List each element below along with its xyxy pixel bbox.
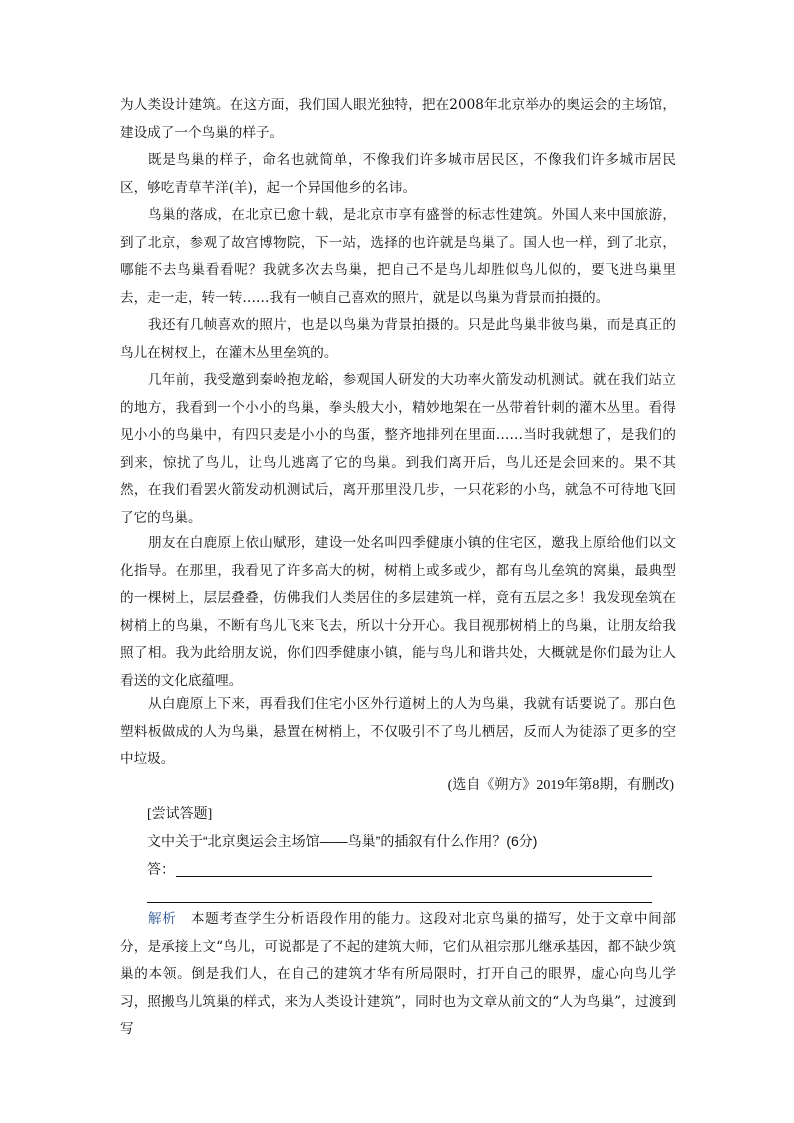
- answer-line-2[interactable]: [147, 902, 652, 903]
- section-tag: [尝试答题]: [147, 807, 213, 822]
- paragraph-3: 鸟巢的落成，在北京已愈十载，是北京市享有盛誉的标志性建筑。外国人来中国旅游，到了北京，参观了故宫博物院，下一站，选择的也许就是鸟巢了。国人也一样，到了北京，哪能不去鸟巢看看呢？我就多次去鸟巢，把自己不是鸟儿却胜似鸟儿似的，要飞进鸟巢里去，走一走，转一转……我有一帧自己喜欢的照片，就是以鸟巢为背景而拍摄的。: [120, 207, 676, 306]
- analysis-text: 本题考查学生分析语段作用的能力。这段对北京鸟巢的描写，处于文章中间部分，是承接上文“鸟儿，可说都是了不起的建筑大师，它们从祖宗那儿继承基因，都不缺少筑巢的本领。倒是我们人，在自己的建筑才华有所局限时，打开自己的眼界，虚心向鸟儿学习，照搬鸟儿筑巢的样式，来为人类设计建筑”，同时也为文章从前文的“人为鸟巢”，过渡到写: [120, 911, 677, 1038]
- paragraph-1: 为人类设计建筑。在这方面，我们国人眼光独特，把在2008年北京举办的奥运会的主场馆，建设成了一个鸟巢的样子。: [120, 97, 676, 141]
- paragraph-4: 我还有几帧喜欢的照片，也是以鸟巢为背景拍摄的。只是此鸟巢非彼鸟巢，而是真正的鸟儿在树杈上，在灌木丛里垒筑的。: [120, 317, 676, 361]
- paragraph-2: 既是鸟巢的样子，命名也就简单，不像我们许多城市居民区，不像我们许多城市居民区，够吃青草芊洋(羊)，起一个异国他乡的名讳。: [120, 152, 676, 196]
- paragraph-7: 从白鹿原上下来，再看我们住宅小区外行道树上的人为鸟巢，我就有话要说了。那白色塑料板做成的人为鸟巢，悬置在树梢上，不仅吸引不了鸟儿栖居，反而人为徒添了更多的空中垃圾。: [120, 696, 676, 768]
- analysis-label: 解析: [148, 911, 177, 927]
- answer-label: 答：: [147, 861, 175, 877]
- analysis-paragraph: [120, 906, 676, 1044]
- question-text: 文中关于“北京奥运会主场馆——鸟巢”的插叙有什么作用？(6分): [147, 833, 538, 849]
- paragraph-5: 几年前，我受邀到秦岭抱龙峪，参观国人研发的大功率火箭发动机测试。就在我们站立的地方，我看到一个小小的鸟巢，拳头般大小，精妙地架在一丛带着针刺的灌木丛里。看得见小小的鸟巢中，有四只麦是小小的鸟蛋，整齐地排列在里面……当时我就想了，是我们的到来，惊扰了鸟儿，让鸟儿逃离了它的鸟巢。到我们离开后，鸟儿还是会回来的。果不其然，在我们看罢火箭发动机测试后，离开那里没几步，一只花彩的小鸟，就急不可待地飞回了它的鸟巢。: [120, 372, 676, 526]
- paragraph-6: 朋友在白鹿原上依山赋形，建设一处名叫四季健康小镇的住宅区，邀我上原给他们以文化指导。在那里，我看见了许多高大的树，树梢上或多或少，都有鸟儿垒筑的窝巢，最典型的一棵树上，层层叠叠，仿佛我们人类居住的多层建筑一样，竟有五层之多！我发现垒筑在树梢上的鸟巢，不断有鸟儿飞来飞去，所以十分开心。我目视那树梢上的鸟巢，让朋友给我照了相。我为此给朋友说，你们四季健康小镇，能与鸟儿和谐共处，大概就是你们最为让人看送的文化底蕴哩。: [120, 535, 676, 689]
- answer-line-1[interactable]: [176, 876, 652, 877]
- source-citation: (选自《朔方》2019年第8期，有删改): [447, 778, 674, 793]
